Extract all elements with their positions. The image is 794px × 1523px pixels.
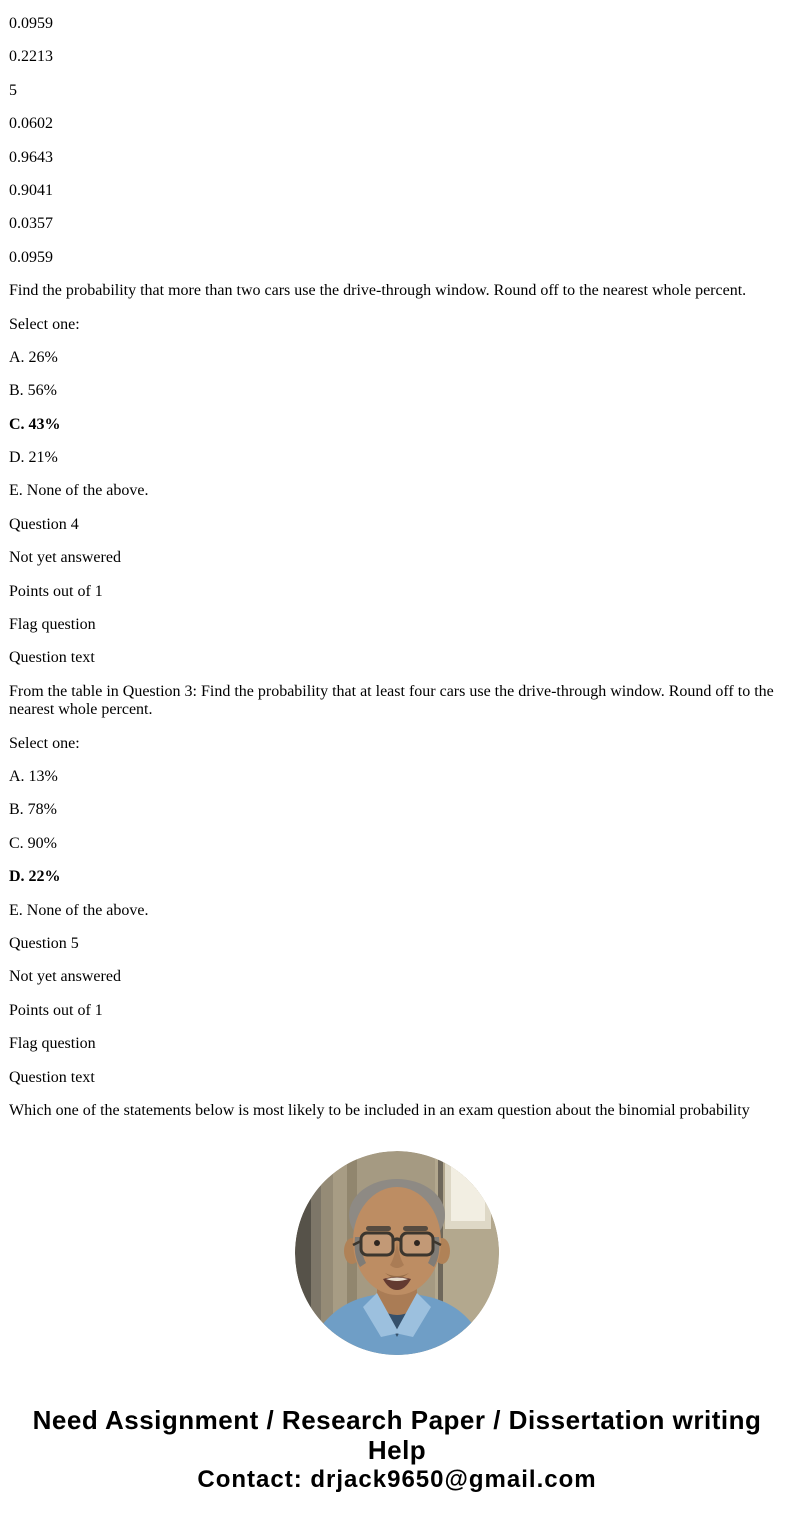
quiz-text-line: Select one: <box>9 315 80 333</box>
quiz-text-line: 5 <box>9 81 17 99</box>
promo-section <box>0 1151 794 1355</box>
quiz-text-line: 0.9041 <box>9 181 53 199</box>
promo-heading: Need Assignment / Research Paper / Dissertation writing Help <box>32 1405 762 1465</box>
quiz-text-line: C. 43% <box>9 415 61 433</box>
quiz-text-line: B. 56% <box>9 382 57 400</box>
quiz-text-line: 0.0602 <box>9 115 53 133</box>
quiz-text-line: Not yet answered <box>9 549 121 567</box>
quiz-text-line: E. None of the above. <box>9 482 149 500</box>
quiz-text-line: Find the probability that more than two cars use the drive-through window. Round off to the nearest whole percent. <box>9 282 747 300</box>
quiz-text-line: A. 13% <box>9 767 58 785</box>
quiz-text-line: C. 90% <box>9 834 57 852</box>
quiz-text-line: 0.0959 <box>9 248 53 266</box>
quiz-text-lines <box>9 15 785 1120</box>
quiz-text-line: D. 21% <box>9 449 58 467</box>
quiz-text-line: Flag question <box>9 616 96 634</box>
quiz-text-line: 0.0959 <box>9 15 53 32</box>
quiz-text-line: Which one of the statements below is most likely to be included in an exam question about the binomial probability <box>9 1101 750 1119</box>
quiz-text-line: Select one: <box>9 734 80 752</box>
quiz-text-line: Question text <box>9 1068 95 1086</box>
quiz-text-line: Points out of 1 <box>9 582 103 600</box>
quiz-text-line: A. 26% <box>9 348 58 366</box>
quiz-text-line: 0.9643 <box>9 148 53 166</box>
quiz-text-line: 0.2213 <box>9 48 53 66</box>
tutor-portrait-icon <box>295 1151 499 1355</box>
quiz-text-line: B. 78% <box>9 801 57 819</box>
quiz-text-line: Question text <box>9 649 95 667</box>
quiz-text-line: Points out of 1 <box>9 1001 103 1019</box>
promo-text-block <box>0 1405 794 1495</box>
promo-contact-email: Contact: drjack9650@gmail.com <box>197 1466 597 1493</box>
quiz-text-line: E. None of the above. <box>9 901 149 919</box>
quiz-text-line: Not yet answered <box>9 968 121 986</box>
quiz-text-line: 0.0357 <box>9 215 53 233</box>
tutor-photo-avatar <box>295 1151 499 1355</box>
quiz-text-line: Question 4 <box>9 515 79 533</box>
quiz-text-line: From the table in Question 3: Find the probability that at least four cars use the drive-through window. Round off to the nearest whole percent. <box>9 682 774 719</box>
quiz-text-line: D. 22% <box>9 868 61 886</box>
quiz-text-line: Question 5 <box>9 934 79 952</box>
quiz-text-line: Flag question <box>9 1035 96 1053</box>
